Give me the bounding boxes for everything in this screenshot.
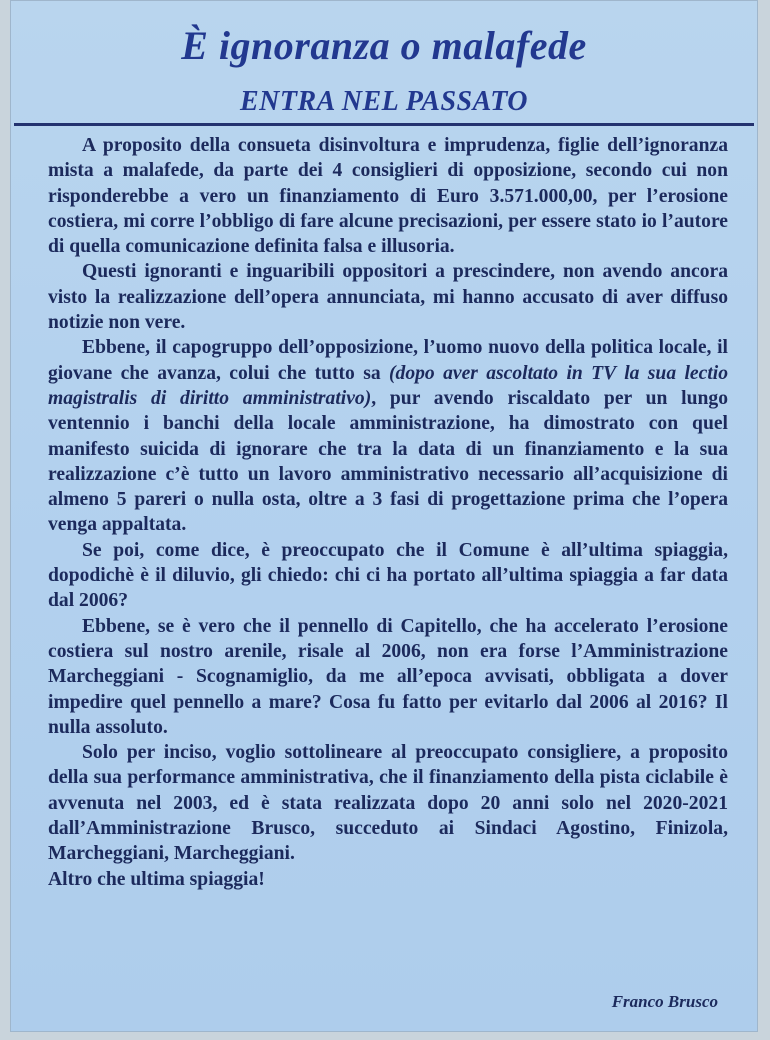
- page-subtitle: ENTRA NEL PASSATO: [239, 86, 529, 117]
- paragraph-1: A proposito della consueta disinvoltura e imprudenza, figlie dell’ignoranza mista a malafede, da parte dei 4 consiglieri di opposizione, secondo cui non risponderebbe a vero un finanziamento di Euro 3.571.000,00, per l’erosione costiera, mi corre l’obbligo di fare alcune precisazioni, per essere stato io l’autore di quella comunicazione definita falsa e illusoria.: [48, 135, 728, 258]
- paragraph-3-italic: (dopo aver ascoltato in TV la sua lectio magistralis di diritto amministrativo): [48, 362, 728, 409]
- paragraph-3: [48, 335, 728, 537]
- paragraph-4: Se poi, come dice, è preoccupato che il Comune è all’ultima spiaggia, dopodichè è il diluvio, gli chiedo: chi ci ha portato all’ultima spiaggia a far data dal 2006?: [48, 539, 728, 612]
- paragraph-2: Questi ignoranti e inguaribili oppositori a prescindere, non avendo ancora visto la realizzazione dell’opera annunciata, mi hanno accusato di aver diffuso notizie non vere.: [48, 261, 728, 334]
- closing-line: Altro che ultima spiaggia!: [48, 868, 265, 890]
- signature: Franco Brusco: [611, 992, 718, 1011]
- page-title: È ignoranza o malafede: [181, 23, 587, 68]
- poster: [10, 0, 758, 1032]
- paragraph-3-end: , pur avendo riscaldato per un lungo ventennio i banchi della locale amministrazione, ha dimostrato con quel manifesto suicida di ignorare che tra la data di un finanziamento e la sua realizzazione c’è tutto un lavoro amministrativo necessario all’acquisizione di almeno 5 pareri o nulla osta, oltre a 3 fasi di progettazione prima che l’opera venga appaltata.: [48, 387, 728, 536]
- paragraph-3-start: Ebbene, il capogruppo dell’opposizione, l’uomo nuovo della politica locale, il giovane che avanza, colui che tutto sa: [48, 337, 728, 384]
- header-divider: [14, 123, 754, 126]
- article-body: [48, 133, 728, 892]
- paragraph-6: Solo per inciso, voglio sottolineare al preoccupato consigliere, a proposito della sua performance amministrativa, che il finanziamento della pista ciclabile è avvenuta nel 2003, ed è stata realizzata dopo 20 anni solo nel 2020-2021 dall’Amministrazione Brusco, succeduto ai Sindaci Agostino, Finizola, Marcheggiani, Marcheggiani.: [48, 742, 728, 865]
- paragraph-5: Ebbene, se è vero che il pennello di Capitello, che ha accelerato l’erosione costiera sul nostro arenile, risale al 2006, non era forse l’Amministrazione Marcheggiani - Scognamiglio, da me all’epoca avvisati, obbligata a dover impedire quel pennello a mare? Cosa fu fatto per evitarlo dal 2006 al 2016? Il nulla assoluto.: [48, 615, 728, 738]
